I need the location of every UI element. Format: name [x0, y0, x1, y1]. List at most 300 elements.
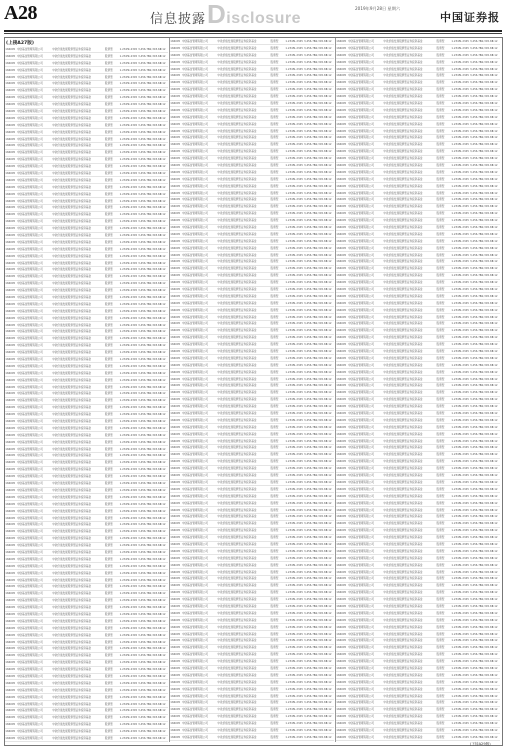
table-cell-type: 股票型 — [104, 592, 113, 596]
table-cell-fund-company: 中欧基金管理有限公司 — [181, 384, 208, 388]
table-cell-fund-name: 中欧价值发现股票型证券投资基金 — [52, 123, 92, 127]
table-row — [5, 246, 168, 253]
table-row — [5, 46, 168, 53]
table-cell-code: 166005 — [336, 122, 347, 126]
table-cell-v1: 1.2345 — [119, 261, 129, 265]
table-cell-fund-company: 中欧基金管理有限公司 — [16, 165, 43, 169]
table-cell-v3: 3,456.78 — [303, 163, 316, 167]
table-cell-v2: 1.2345 — [459, 474, 469, 478]
table-cell-type: 股票型 — [104, 268, 113, 272]
table-cell-fund-name: 中欧价值发现股票型证券投资基金 — [383, 487, 423, 491]
table-cell-fund-company: 中欧基金管理有限公司 — [16, 440, 43, 444]
table-cell-fund-company: 中欧基金管理有限公司 — [16, 254, 43, 258]
table-cell-code: 166005 — [5, 254, 16, 258]
table-cell-fund-name: 中欧价值发现股票型证券投资基金 — [383, 198, 423, 202]
table-cell-code: 166005 — [170, 219, 181, 223]
table-cell-code: 166005 — [336, 246, 347, 250]
table-cell-type: 股票型 — [104, 606, 113, 610]
table-cell-code: 166005 — [5, 723, 16, 727]
table-cell-fund-name: 中欧价值发现股票型证券投资基金 — [383, 556, 423, 560]
table-cell-fund-name: 中欧价值发现股票型证券投资基金 — [52, 247, 92, 251]
table-cell-type: 股票型 — [436, 701, 445, 705]
table-cell-code: 166005 — [336, 570, 347, 574]
section-title-en-rest: isclosure — [226, 10, 302, 27]
table-cell-v2: 1.2345 — [128, 592, 138, 596]
table-cell-fund-company: 中欧基金管理有限公司 — [347, 170, 374, 174]
table-cell-v5: 0.12 — [491, 53, 498, 57]
table-cell-v3: 3,456.78 — [469, 439, 482, 443]
table-cell-fund-name: 中欧价值发现股票型证券投资基金 — [52, 633, 92, 637]
table-cell-fund-company: 中欧基金管理有限公司 — [16, 371, 43, 375]
table-cell-v2: 1.2345 — [459, 618, 469, 622]
table-cell-fund-company: 中欧基金管理有限公司 — [16, 323, 43, 327]
table-row — [170, 86, 334, 93]
table-cell-fund-name: 中欧价值发现股票型证券投资基金 — [383, 95, 423, 99]
table-cell-v1: 1.2345 — [451, 687, 461, 691]
table-cell-v3: 3,456.78 — [469, 722, 482, 726]
table-cell-fund-company: 中欧基金管理有限公司 — [347, 260, 374, 264]
table-cell-v5: 0.12 — [491, 95, 498, 99]
table-cell-v2: 1.2345 — [128, 461, 138, 465]
table-cell-code: 166005 — [170, 522, 181, 526]
table-cell-v1: 1.2345 — [285, 336, 295, 340]
table-row — [336, 658, 500, 665]
table-cell-fund-company: 中欧基金管理有限公司 — [16, 737, 43, 740]
table-cell-fund-company: 中欧基金管理有限公司 — [181, 288, 208, 291]
table-cell-v1: 1.2345 — [285, 687, 295, 691]
table-cell-v1: 1.2345 — [119, 371, 129, 375]
table-cell-v2: 1.2345 — [128, 371, 138, 375]
table-cell-fund-company: 中欧基金管理有限公司 — [347, 322, 374, 326]
table-cell-v1: 1.2345 — [285, 46, 295, 50]
table-cell-v5: 0.12 — [159, 447, 166, 451]
table-cell-fund-name: 中欧价值发现股票型证券投资基金 — [52, 171, 92, 175]
table-cell-v5: 0.12 — [325, 108, 332, 112]
table-row — [5, 184, 168, 191]
table-cell-v3: 3,456.78 — [138, 709, 150, 713]
table-cell-type: 股票型 — [104, 723, 113, 727]
table-cell-fund-company: 中欧基金管理有限公司 — [16, 54, 43, 58]
table-cell-v2: 1.2345 — [459, 570, 469, 574]
table-cell-code: 166005 — [5, 89, 16, 93]
table-cell-v1: 1.2345 — [285, 563, 295, 567]
table-cell-v1: 1.2345 — [451, 604, 461, 608]
table-cell-v4: 12,345.67 — [148, 364, 162, 368]
table-cell-type: 股票型 — [270, 418, 279, 422]
table-cell-type: 股票型 — [104, 406, 113, 410]
table-cell-v5: 0.12 — [491, 129, 498, 133]
table-cell-v5: 0.12 — [325, 467, 332, 471]
table-cell-v1: 1.2345 — [451, 301, 461, 305]
table-cell-v3: 3,456.78 — [138, 530, 150, 534]
table-cell-fund-name: 中欧价值发现股票型证券投资基金 — [383, 453, 423, 457]
table-cell-type: 股票型 — [270, 425, 279, 429]
table-cell-v1: 1.2345 — [451, 570, 461, 574]
table-cell-fund-name: 中欧价值发现股票型证券投资基金 — [383, 370, 423, 374]
table-cell-v3: 3,456.78 — [469, 101, 482, 105]
table-row — [336, 376, 500, 383]
table-cell-v4: 12,345.67 — [480, 680, 494, 684]
table-cell-v3: 3,456.78 — [138, 674, 150, 678]
table-cell-v1: 1.2345 — [285, 474, 295, 478]
table-cell-fund-name: 中欧价值发现股票型证券投资基金 — [383, 618, 423, 622]
table-cell-v2: 1.2345 — [293, 391, 303, 395]
table-cell-v1: 1.2345 — [119, 530, 129, 534]
table-cell-v5: 0.12 — [159, 96, 166, 100]
table-row — [336, 362, 500, 369]
table-cell-v3: 3,456.78 — [303, 191, 316, 195]
table-cell-fund-company: 中欧基金管理有限公司 — [181, 356, 208, 360]
table-cell-v4: 12,345.67 — [314, 122, 328, 126]
table-cell-v5: 0.12 — [491, 412, 498, 416]
table-cell-v1: 1.2345 — [451, 729, 461, 732]
table-cell-v2: 1.2345 — [128, 96, 138, 100]
table-cell-code: 166005 — [5, 702, 16, 706]
table-cell-v2: 1.2345 — [459, 177, 469, 181]
table-cell-v4: 12,345.67 — [480, 219, 494, 223]
table-cell-v1: 1.2345 — [451, 225, 461, 229]
table-cell-v2: 1.2345 — [293, 425, 303, 429]
table-cell-v3: 3,456.78 — [303, 267, 316, 271]
table-cell-fund-company: 中欧基金管理有限公司 — [16, 213, 43, 217]
table-cell-fund-company: 中欧基金管理有限公司 — [347, 315, 374, 319]
table-cell-v2: 1.2345 — [459, 150, 469, 154]
table-row — [336, 141, 500, 148]
table-cell-type: 股票型 — [104, 89, 113, 93]
table-cell-code: 166005 — [336, 150, 347, 154]
table-cell-v4: 12,345.67 — [480, 687, 494, 691]
table-cell-v2: 1.2345 — [128, 185, 138, 189]
table-cell-v4: 12,345.67 — [480, 163, 494, 167]
table-cell-v2: 1.2345 — [128, 406, 138, 410]
table-cell-v3: 3,456.78 — [303, 474, 316, 478]
table-cell-v4: 12,345.67 — [148, 109, 162, 113]
table-cell-type: 股票型 — [104, 233, 113, 237]
table-cell-v4: 12,345.67 — [314, 177, 328, 181]
table-cell-v3: 3,456.78 — [303, 184, 316, 188]
table-row — [170, 472, 334, 479]
table-cell-fund-name: 中欧价值发现股票型证券投资基金 — [52, 433, 92, 437]
table-cell-v1: 1.2345 — [451, 501, 461, 505]
table-cell-v3: 3,456.78 — [469, 212, 482, 216]
table-cell-v4: 12,345.67 — [148, 233, 162, 237]
table-cell-v5: 0.12 — [325, 625, 332, 629]
table-cell-v4: 12,345.67 — [314, 74, 328, 78]
table-cell-v1: 1.2345 — [451, 412, 461, 416]
table-cell-v4: 12,345.67 — [314, 618, 328, 622]
table-cell-v4: 12,345.67 — [148, 213, 162, 217]
table-cell-v3: 3,456.78 — [138, 461, 150, 465]
table-cell-fund-name: 中欧价值发现股票型证券投资基金 — [217, 653, 257, 657]
table-cell-code: 166005 — [336, 198, 347, 202]
table-cell-v5: 0.12 — [159, 571, 166, 575]
table-cell-v2: 1.2345 — [128, 585, 138, 589]
table-cell-v1: 1.2345 — [119, 433, 129, 437]
table-cell-code: 166005 — [5, 206, 16, 210]
table-cell-code: 166005 — [170, 418, 181, 422]
table-cell-v3: 3,456.78 — [303, 708, 316, 712]
table-cell-v4: 12,345.67 — [148, 461, 162, 465]
table-row — [336, 128, 500, 135]
table-cell-v3: 3,456.78 — [469, 729, 482, 732]
table-cell-fund-name: 中欧价值发现股票型证券投资基金 — [52, 544, 92, 548]
table-cell-v4: 12,345.67 — [148, 344, 162, 348]
table-cell-fund-company: 中欧基金管理有限公司 — [16, 626, 43, 630]
table-cell-v2: 1.2345 — [293, 343, 303, 347]
table-cell-v1: 1.2345 — [285, 729, 295, 732]
table-cell-fund-company: 中欧基金管理有限公司 — [347, 225, 374, 229]
table-cell-v1: 1.2345 — [285, 418, 295, 422]
table-cell-v2: 1.2345 — [128, 151, 138, 155]
table-cell-v5: 0.12 — [491, 418, 498, 422]
table-cell-v4: 12,345.67 — [480, 418, 494, 422]
table-cell-type: 股票型 — [270, 542, 279, 546]
table-cell-fund-company: 中欧基金管理有限公司 — [347, 329, 374, 333]
table-cell-v4: 12,345.67 — [148, 89, 162, 93]
table-cell-v2: 1.2345 — [459, 708, 469, 712]
table-cell-v1: 1.2345 — [451, 432, 461, 436]
table-cell-v1: 1.2345 — [119, 351, 129, 355]
table-cell-v5: 0.12 — [491, 46, 498, 50]
table-cell-v5: 0.12 — [491, 529, 498, 533]
table-row — [170, 713, 334, 720]
table-cell-v1: 1.2345 — [285, 542, 295, 546]
table-cell-v5: 0.12 — [159, 612, 166, 616]
table-cell-v3: 3,456.78 — [303, 356, 316, 360]
table-cell-v1: 1.2345 — [285, 735, 295, 739]
table-cell-v5: 0.12 — [325, 212, 332, 216]
table-cell-fund-name: 中欧价值发现股票型证券投资基金 — [217, 425, 257, 429]
table-cell-v4: 12,345.67 — [480, 239, 494, 243]
table-cell-v4: 12,345.67 — [480, 81, 494, 85]
table-cell-v2: 1.2345 — [459, 460, 469, 464]
table-cell-v3: 3,456.78 — [303, 336, 316, 340]
table-cell-fund-company: 中欧基金管理有限公司 — [347, 398, 374, 402]
table-cell-v3: 3,456.78 — [303, 232, 316, 236]
table-cell-v3: 3,456.78 — [303, 108, 316, 112]
table-cell-type: 股票型 — [270, 398, 279, 402]
table-cell-fund-name: 中欧价值发现股票型证券投资基金 — [383, 184, 423, 188]
table-row — [336, 603, 500, 610]
table-cell-code: 166005 — [336, 398, 347, 402]
table-cell-code: 166005 — [5, 378, 16, 382]
table-cell-v3: 3,456.78 — [469, 708, 482, 712]
table-cell-fund-name: 中欧价值发现股票型证券投资基金 — [217, 680, 257, 684]
table-cell-v5: 0.12 — [159, 75, 166, 79]
table-cell-v2: 1.2345 — [293, 432, 303, 436]
table-row — [336, 465, 500, 472]
table-cell-fund-company: 中欧基金管理有限公司 — [181, 660, 208, 664]
table-cell-v4: 12,345.67 — [314, 501, 328, 505]
table-cell-fund-company: 中欧基金管理有限公司 — [16, 571, 43, 575]
table-cell-code: 166005 — [5, 261, 16, 265]
table-cell-fund-name: 中欧价值发现股票型证券投资基金 — [52, 130, 92, 134]
table-cell-v2: 1.2345 — [128, 468, 138, 472]
table-cell-v5: 0.12 — [325, 384, 332, 388]
table-cell-v1: 1.2345 — [451, 260, 461, 264]
table-cell-v3: 3,456.78 — [303, 446, 316, 450]
table-row — [170, 334, 334, 341]
table-cell-code: 166005 — [5, 737, 16, 740]
table-cell-v3: 3,456.78 — [469, 639, 482, 643]
table-cell-v2: 1.2345 — [128, 47, 138, 51]
table-cell-fund-company: 中欧基金管理有限公司 — [16, 185, 43, 189]
table-cell-fund-company: 中欧基金管理有限公司 — [16, 544, 43, 548]
table-cell-v5: 0.12 — [491, 646, 498, 650]
table-cell-v1: 1.2345 — [285, 115, 295, 119]
table-cell-code: 166005 — [336, 584, 347, 588]
table-cell-v2: 1.2345 — [128, 247, 138, 251]
table-cell-code: 166005 — [5, 220, 16, 224]
table-cell-v2: 1.2345 — [128, 199, 138, 203]
table-cell-fund-company: 中欧基金管理有限公司 — [16, 578, 43, 582]
table-cell-fund-name: 中欧价值发现股票型证券投资基金 — [52, 661, 92, 665]
table-cell-fund-company: 中欧基金管理有限公司 — [347, 219, 374, 223]
table-cell-code: 166005 — [170, 322, 181, 326]
table-cell-v1: 1.2345 — [119, 523, 129, 527]
table-cell-v1: 1.2345 — [285, 322, 295, 326]
table-cell-v2: 1.2345 — [459, 101, 469, 105]
table-cell-v1: 1.2345 — [119, 68, 129, 72]
table-cell-code: 166005 — [5, 116, 16, 120]
table-cell-code: 166005 — [170, 239, 181, 243]
table-cell-code: 166005 — [5, 289, 16, 293]
table-cell-v4: 12,345.67 — [148, 488, 162, 492]
table-row — [336, 534, 500, 541]
table-cell-v2: 1.2345 — [293, 88, 303, 92]
table-cell-v1: 1.2345 — [119, 516, 129, 520]
table-cell-v2: 1.2345 — [459, 308, 469, 312]
table-cell-code: 166005 — [170, 336, 181, 340]
table-row — [170, 107, 334, 114]
table-row — [5, 659, 168, 666]
table-cell-fund-name: 中欧价值发现股票型证券投资基金 — [52, 612, 92, 616]
table-cell-v4: 12,345.67 — [314, 412, 328, 416]
table-cell-type: 股票型 — [436, 653, 445, 657]
table-cell-code: 166005 — [336, 115, 347, 119]
table-cell-fund-company: 中欧基金管理有限公司 — [181, 246, 208, 250]
table-cell-code: 166005 — [336, 129, 347, 133]
table-cell-v2: 1.2345 — [293, 315, 303, 319]
table-cell-fund-name: 中欧价值发现股票型证券投资基金 — [217, 101, 257, 105]
table-cell-v3: 3,456.78 — [469, 239, 482, 243]
table-row — [5, 487, 168, 494]
table-cell-code: 166005 — [336, 219, 347, 223]
table-cell-v3: 3,456.78 — [303, 398, 316, 402]
table-cell-v1: 1.2345 — [285, 122, 295, 126]
table-cell-fund-name: 中欧价值发现股票型证券投资基金 — [217, 122, 257, 126]
table-cell-v4: 12,345.67 — [148, 96, 162, 100]
table-cell-v5: 0.12 — [491, 453, 498, 457]
table-cell-fund-company: 中欧基金管理有限公司 — [347, 143, 374, 147]
table-cell-fund-company: 中欧基金管理有限公司 — [181, 653, 208, 657]
table-cell-v3: 3,456.78 — [138, 626, 150, 630]
table-row — [336, 93, 500, 100]
table-cell-v1: 1.2345 — [119, 716, 129, 720]
table-cell-fund-name: 中欧价值发现股票型证券投资基金 — [383, 101, 423, 105]
table-cell-fund-company: 中欧基金管理有限公司 — [181, 205, 208, 209]
table-cell-fund-name: 中欧价值发现股票型证券投资基金 — [383, 281, 423, 285]
table-cell-fund-name: 中欧价值发现股票型证券投资基金 — [383, 577, 423, 581]
table-cell-v1: 1.2345 — [119, 502, 129, 506]
table-cell-type: 股票型 — [270, 191, 279, 195]
table-cell-v2: 1.2345 — [128, 158, 138, 162]
table-cell-type: 股票型 — [104, 296, 113, 299]
table-cell-v4: 12,345.67 — [148, 123, 162, 127]
table-cell-code: 166005 — [170, 74, 181, 78]
table-row — [5, 652, 168, 659]
table-cell-fund-name: 中欧价值发现股票型证券投资基金 — [217, 604, 257, 608]
table-cell-code: 166005 — [170, 274, 181, 278]
table-cell-fund-name: 中欧价值发现股票型证券投资基金 — [217, 570, 257, 574]
table-cell-code: 166005 — [336, 239, 347, 243]
table-cell-v1: 1.2345 — [119, 482, 129, 486]
table-cell-v1: 1.2345 — [285, 611, 295, 615]
table-cell-v4: 12,345.67 — [148, 413, 162, 417]
table-cell-type: 股票型 — [104, 544, 113, 548]
table-cell-v4: 12,345.67 — [480, 701, 494, 705]
table-cell-v2: 1.2345 — [128, 364, 138, 368]
table-cell-v1: 1.2345 — [451, 487, 461, 491]
table-cell-type: 股票型 — [104, 447, 113, 451]
table-cell-v1: 1.2345 — [119, 606, 129, 610]
table-cell-code: 166005 — [336, 480, 347, 484]
table-cell-fund-company: 中欧基金管理有限公司 — [347, 205, 374, 209]
table-cell-fund-name: 中欧价值发现股票型证券投资基金 — [383, 722, 423, 726]
table-cell-fund-company: 中欧基金管理有限公司 — [347, 308, 374, 312]
table-row — [170, 59, 334, 66]
table-cell-code: 166005 — [5, 530, 16, 534]
table-cell-v1: 1.2345 — [119, 702, 129, 706]
table-cell-v4: 12,345.67 — [314, 666, 328, 670]
table-cell-v5: 0.12 — [159, 633, 166, 637]
table-cell-v5: 0.12 — [491, 191, 498, 195]
table-cell-v5: 0.12 — [159, 47, 166, 51]
table-cell-v1: 1.2345 — [285, 281, 295, 285]
table-cell-v1: 1.2345 — [285, 501, 295, 505]
table-cell-code: 166005 — [336, 425, 347, 429]
table-cell-code: 166005 — [170, 632, 181, 636]
table-cell-v1: 1.2345 — [285, 232, 295, 236]
table-cell-fund-company: 中欧基金管理有限公司 — [181, 101, 208, 105]
table-cell-code: 166005 — [170, 460, 181, 464]
table-cell-v4: 12,345.67 — [480, 39, 494, 43]
table-cell-v3: 3,456.78 — [469, 556, 482, 560]
table-cell-v3: 3,456.78 — [138, 199, 150, 203]
table-cell-type: 股票型 — [270, 460, 279, 464]
table-cell-v4: 12,345.67 — [148, 227, 162, 231]
table-cell-fund-name: 中欧价值发现股票型证券投资基金 — [383, 157, 423, 161]
table-cell-fund-name: 中欧价值发现股票型证券投资基金 — [52, 151, 92, 155]
table-cell-fund-company: 中欧基金管理有限公司 — [16, 337, 43, 341]
table-row — [5, 156, 168, 163]
table-cell-v3: 3,456.78 — [303, 639, 316, 643]
table-cell-type: 股票型 — [270, 687, 279, 691]
table-cell-v2: 1.2345 — [293, 370, 303, 374]
table-cell-v5: 0.12 — [325, 632, 332, 636]
table-row — [5, 446, 168, 453]
table-cell-v2: 1.2345 — [128, 289, 138, 293]
table-cell-v5: 0.12 — [491, 653, 498, 657]
table-cell-v3: 3,456.78 — [303, 680, 316, 684]
table-row — [5, 273, 168, 280]
table-cell-type: 股票型 — [436, 315, 445, 319]
table-cell-fund-name: 中欧价值发现股票型证券投资基金 — [217, 563, 257, 567]
table-cell-v5: 0.12 — [325, 191, 332, 195]
table-cell-v4: 12,345.67 — [480, 191, 494, 195]
table-cell-v4: 12,345.67 — [148, 585, 162, 589]
table-cell-v5: 0.12 — [491, 563, 498, 567]
